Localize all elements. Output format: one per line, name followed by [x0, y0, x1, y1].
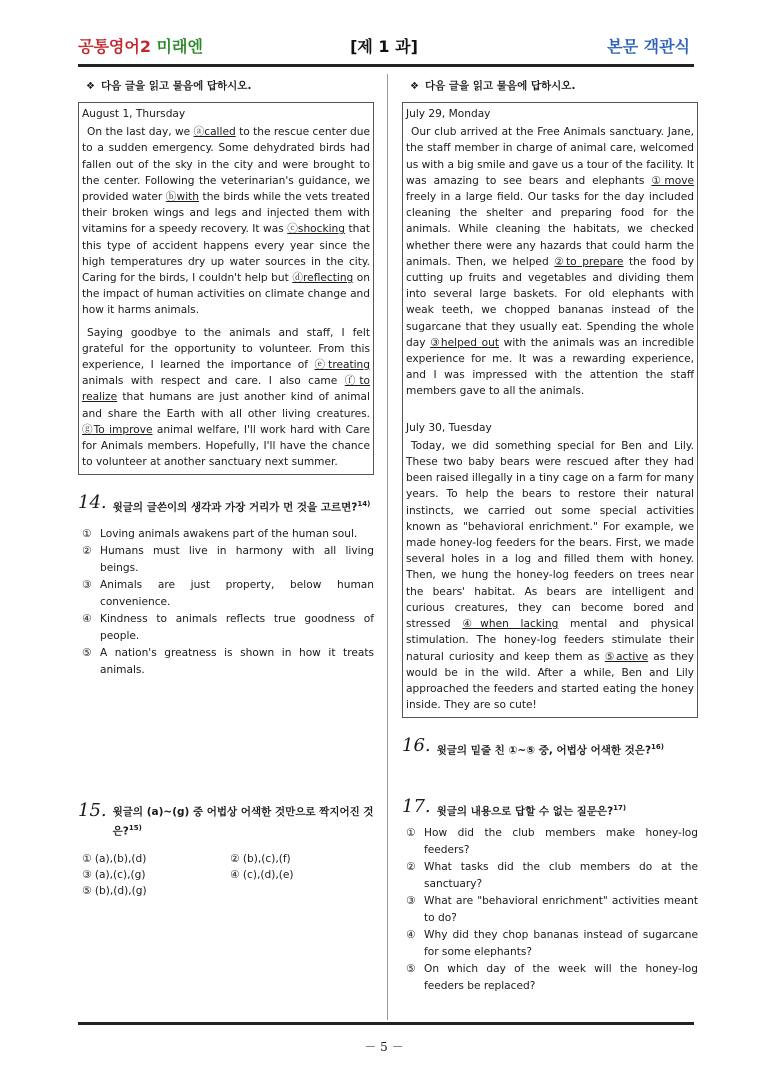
option-text: Loving animals awakens part of the human soul. [100, 527, 358, 540]
passage-paragraph-2 [406, 438, 694, 713]
option-text: (a),(b),(d) [94, 853, 147, 866]
underlined-1: ①move [651, 174, 694, 187]
text-run: the food by cutting up fruits and vegetables and dividing them into several large baskets. For old elephants with weak teeth, we chopped bananas instead of the sugarcane that they usually eat. Spending the whole day [406, 255, 694, 349]
question-text [437, 797, 626, 820]
passage-date: August 1, Thursday [82, 108, 186, 120]
option-number: ③ [82, 578, 92, 591]
paragraph-gap [406, 400, 694, 420]
left-column [78, 74, 374, 899]
underlined-f: ⓕto realize [82, 375, 370, 404]
text-run: to the rescue center due to a sudden emergency. Some dehydrated birds had fallen out of the sky in the city and were brought to the center. Following the veterinarian's guidance, we provided water [82, 126, 370, 204]
question-number: 15. [78, 799, 107, 821]
question-stem: 윗글의 밑줄 친 ①~⑤ 중, 어법상 어색한 것은? [436, 744, 652, 757]
option[interactable] [82, 526, 374, 543]
q14-options [82, 526, 374, 679]
option[interactable] [406, 893, 698, 927]
right-instruction [410, 78, 698, 93]
option-number: ④ [230, 869, 240, 882]
text-run: mental and physical stimulation. The honey-log feeders stimulate their natural curiosity and keep them as [406, 618, 694, 663]
q15-options [82, 851, 374, 899]
option-number: ③ [82, 869, 92, 882]
right-column [402, 74, 698, 995]
question-number: 14. [78, 492, 107, 514]
option-text: What tasks did the club members do at the sanctuary? [424, 861, 698, 891]
option-text: What are "behavioral enrichment" activities meant to do? [424, 895, 698, 925]
footnote-ref: 14) [357, 500, 371, 509]
text-run: on the impact of human activities on climate change and how it harms animals. [82, 272, 370, 317]
underlined-g: ⓖTo improve [82, 423, 153, 436]
question-number: 16. [402, 735, 431, 757]
option-number: ② [82, 544, 92, 557]
footnote-ref: 17) [613, 803, 627, 812]
option-text: Animals are just property, below human convenience. [100, 578, 374, 608]
text-run: with the animals was an incredible experience for me. It was a rewarding experience, and I was impressed with the attention the staff members gave to all the animals. [406, 336, 694, 398]
question-stem: 윗글의 글쓴이의 생각과 가장 거리가 먼 것을 고르면? [112, 501, 358, 514]
question-stem: 윗글의 (a)~(g) 중 어법상 어색한 것만으로 짝지어진 것은? [112, 805, 374, 838]
passage-date-1: July 29, Monday [406, 108, 491, 120]
underlined-b: ⓑwith [165, 191, 200, 204]
question-text [113, 493, 371, 516]
option-text: Why did they chop bananas instead of sugarcane for some elephants? [424, 929, 698, 959]
textbook-publisher: 미래엔 [156, 37, 203, 56]
passage-paragraph-2 [82, 325, 370, 471]
option[interactable] [82, 577, 374, 611]
question-16 [402, 736, 698, 759]
text-run: animals with respect and care. I also came [82, 375, 345, 388]
instruction-text: 다음 글을 읽고 물음에 답하시오. [424, 80, 576, 92]
option[interactable] [82, 883, 230, 899]
text-run: Today, we did something special for Ben and Lily. These two baby bears were rescued after they had been raised illegally in a tiny cage on a farm for many years. To help the bears to restore their natural instincts, we carried out some special activities known as "behavioral enrichment." For example, we made honey-log feeders for the bears. First, we made several holes in a log and filled them with honey. Then, we hung the honey-log feeders on trees near the bears' habitat. As bears are intelligent and curious creatures, they can become bored and stressed [406, 439, 694, 631]
option-number: ⑤ [82, 646, 92, 659]
option[interactable] [230, 867, 378, 883]
question-stem: 윗글의 내용으로 답할 수 없는 질문은? [436, 805, 614, 818]
text-run: that humans are just another kind of animal and share the Earth with all other living creatures. [82, 391, 370, 420]
underlined-4: ④when lacking [462, 618, 559, 631]
option-text: (c),(d),(e) [242, 869, 294, 882]
option-number: ④ [82, 612, 92, 625]
page-number: － 5 － [364, 1040, 404, 1054]
text-run: freely in a large field. Our tasks for the day included cleaning the shelter and preparing food for the animals. While cleaning the habitats, we checked whether there were any hazards that could harm the animals. Then, we helped [406, 191, 694, 268]
underlined-a: ⓐcalled [193, 126, 236, 139]
option-number: ② [406, 861, 416, 874]
text-run: Saying goodbye to the animals and staff, I felt grateful for the opportunity to volunteer. From this experience, I learned the importance of [82, 326, 370, 372]
textbook-subject: 공통영어2 [78, 37, 157, 56]
option[interactable] [82, 611, 374, 645]
underlined-3: ③helped out [430, 336, 500, 349]
page-header [78, 34, 690, 62]
question-17 [402, 797, 698, 820]
underlined-2: ②to prepare [554, 255, 624, 268]
underlined-5: ⑤active [604, 650, 649, 663]
question-text [113, 801, 374, 840]
column-divider [387, 74, 388, 1020]
text-run: On the last day, we [87, 126, 194, 139]
header-rule [78, 64, 694, 67]
text-run: as they would be in the wild. After a while, Ben and Lily approached the feeders and started eating the honey inside. They are so cute! [406, 650, 695, 712]
diamond-bullet-icon: ❖ [86, 81, 95, 92]
passage-august [78, 102, 374, 475]
option[interactable] [406, 927, 698, 961]
q17-options [406, 825, 698, 995]
question-14 [78, 493, 374, 516]
left-instruction [86, 78, 374, 93]
option-number: ⑤ [82, 885, 92, 898]
option-number: ① [406, 827, 416, 840]
option[interactable] [82, 645, 374, 679]
option-text: (a),(c),(g) [94, 869, 146, 882]
footnote-ref: 16) [651, 743, 664, 752]
option[interactable] [82, 543, 374, 577]
footnote-ref: 15) [128, 823, 142, 832]
option-text: (b),(d),(g) [94, 885, 147, 898]
text-run: that this type of accident happens every year since the high temperatures dry up water sources in the city. Caring for the birds, I couldn't help but [82, 223, 370, 285]
option[interactable] [406, 825, 698, 859]
text-run: the birds while the vets treated their broken wings and legs and injected them with vitamins for a speedy recovery. It was [82, 191, 370, 236]
option-text: (b),(c),(f) [242, 853, 291, 866]
diamond-bullet-icon: ❖ [410, 81, 419, 92]
text-run: Our club arrived at the Free Animals sanctuary. Jane, the staff member in charge of animal care, welcomed us with a big smile and gave us a tour of the facility. It was amazing to see bears and elephants [406, 126, 695, 187]
passage-paragraph-1 [406, 124, 694, 399]
footer-rule [78, 1022, 694, 1025]
lesson-label: [제 1 과] [350, 37, 418, 56]
option-text: Kindness to animals reflects true goodness of people. [100, 612, 374, 642]
option-text: A nation's greatness is shown in how it treats animals. [100, 646, 374, 676]
underlined-e: ⓔtreating [314, 359, 370, 372]
option-number: ① [82, 853, 92, 866]
passage-paragraph-1 [82, 124, 370, 318]
option-number: ④ [406, 929, 416, 942]
question-number: 17. [402, 795, 431, 817]
section-label: 본문 객관식 [607, 37, 690, 56]
option[interactable] [406, 961, 698, 995]
text-run: animal welfare, I'll work hard with Care for Animals members. Hopefully, I'll have the chance to volunteer at another sanctuary next summer. [82, 423, 370, 469]
option-number: ① [82, 527, 92, 540]
option-number: ⑤ [406, 963, 416, 976]
option[interactable] [406, 859, 698, 893]
question-text [437, 736, 664, 759]
question-15 [78, 801, 374, 840]
option[interactable] [230, 851, 378, 867]
option[interactable] [82, 867, 230, 883]
option-text: How did the club members make honey-log feeders? [424, 827, 698, 857]
option-text: Humans must live in harmony with all living beings. [100, 544, 374, 574]
option-number: ③ [406, 895, 416, 908]
underlined-c: ⓒshocking [287, 223, 345, 236]
underlined-d: ⓓreflecting [292, 272, 354, 285]
instruction-text: 다음 글을 읽고 물음에 답하시오. [100, 80, 252, 92]
passage-july [402, 102, 698, 718]
option[interactable] [82, 851, 230, 867]
option-text: On which day of the week will the honey-log feeders be replaced? [424, 963, 698, 993]
option-number: ② [230, 853, 240, 866]
passage-date-2: July 30, Tuesday [406, 421, 492, 434]
